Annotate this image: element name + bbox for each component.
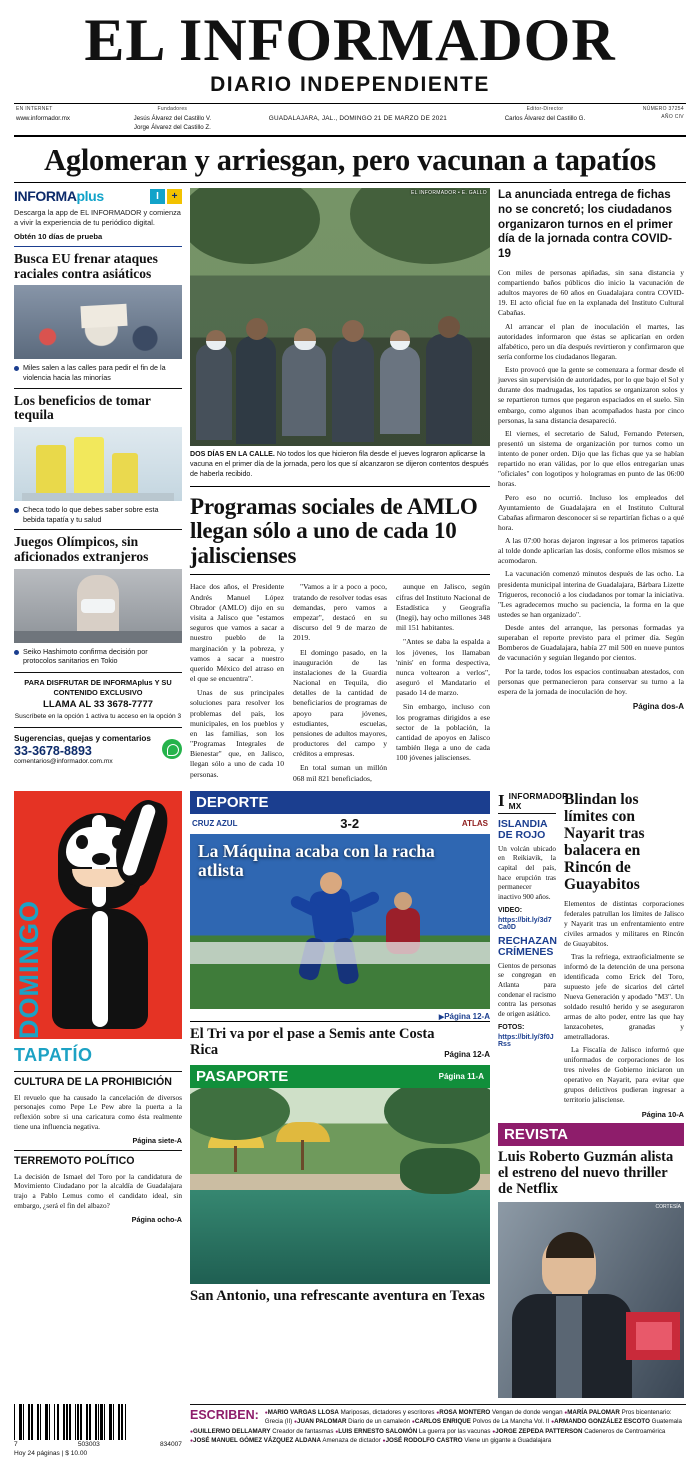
match-score: 3-2 [340,815,360,831]
writer-name: ARMANDO GONZÁLEZ ESCOTO [554,1418,650,1426]
pasaporte-label: PASAPORTE [196,1067,289,1085]
pasaporte-page-link[interactable]: Página 11-A [438,1071,484,1081]
divider [14,246,182,247]
promo-line-1: PARA DISFRUTAR DE INFORMAplus Y SU CONTENIDO EXCLUSIVO [24,678,172,697]
writer-entry[interactable] [436,1409,562,1416]
founder-1: Jesús Álvarez del Castillo V. [133,114,212,122]
deporte-subitem[interactable] [190,1022,490,1059]
para: Sin embargo, incluso con los programas dirigidos a ese sector de la población, la cantidad de apoyos en Jalisco también llega a uno de cada 100 jóvenes jaliscienses. [396,702,490,763]
newspaper-subtitle: DIARIO INDEPENDIENTE [210,73,490,97]
nayarit-story [564,791,684,1119]
writer-topic: Vengan de donde vengan [491,1408,563,1416]
pasaporte-headline[interactable]: San Antonio, una refrescante aventura en Texas [190,1287,485,1304]
scoreboard [190,814,490,834]
pasaporte-photo [190,1088,490,1284]
contact-email[interactable]: comentarios@informador.com.mx [14,757,113,765]
informaplus-logo-text: INFORMA [14,188,77,205]
writer-name: JORGE ZEPEDA PATTERSON [495,1427,583,1435]
deporte-headline[interactable]: La Máquina acaba con la racha atlista [198,840,435,880]
informaplus-description: Descarga la app de EL INFORMADOR y comienza a vivir la experiencia de tu periódico digital. [14,208,181,228]
barcode [14,1404,182,1440]
internet-label: EN INTERNET [16,106,53,113]
barcode-digit-mid: 503003 [77,1440,100,1448]
credits-issue [643,106,684,121]
writer-topic: Guatemala [651,1418,682,1426]
writer-name: MARÍA PALOMAR [567,1408,620,1416]
brief-photo [14,427,182,501]
divider [14,388,182,389]
imx-item-title[interactable]: RECHAZAN CRÍMENES [498,934,557,959]
revista-label: REVISTA [504,1125,568,1143]
writer-entry[interactable] [412,1418,550,1425]
director-label: Editor-Director [526,106,564,113]
masthead [14,7,686,97]
writer-topic: Pros bicentenario: Grecia (II) [264,1408,672,1426]
deporte-sub-headline: El Tri va por el pase a Semis ante Costa Rica [190,1025,435,1058]
masthead-credits [14,104,686,132]
newspaper-title: EL INFORMADOR [84,7,616,73]
credits-internet [16,106,70,123]
bottom-section [14,791,686,1398]
nayarit-headline[interactable]: Blindan los límites con Nayarit tras balacera en Rincón de Guayabitos [564,790,645,893]
imx-media-label: VIDEO: [498,906,523,914]
divider [14,1150,182,1151]
lead-body [498,268,684,697]
writer-topic: Cadeneros de Centroamérica [584,1427,666,1435]
center-column [190,188,490,783]
credits-place-date [269,106,447,124]
brief-caption: Seiko Hashimoto confirma decisión por protocolos sanitarios en Tokio [14,647,182,666]
barcode-digit-right: 834007 [159,1440,182,1448]
informador-mx-label: INFORMADOR MX [508,790,569,811]
imx-item-body: Un volcán ubicado en Reikiavik, la capital del país, hace erupción tras permanecer inactivo 900 años. [498,844,556,902]
credits-founders [134,106,212,132]
tapatio-section [14,1045,182,1224]
divider [14,529,182,530]
writers-block [190,1404,686,1446]
nayarit-page-link[interactable]: Página 10-A [641,1109,684,1119]
writer-name: ROSA MONTERO [439,1408,491,1416]
section-header-deporte[interactable] [190,791,490,814]
informaplus-badges [150,189,182,204]
team-away: ATLAS [461,818,488,828]
writer-name: JOSÉ RODOLFO CASTRO [385,1437,463,1445]
tapatio-item-link[interactable]: Página siete-A [132,1135,182,1145]
informaplus-logo [14,188,104,204]
caption-lead: DOS DÍAS EN LA CALLE. [190,450,275,459]
writer-entry[interactable] [383,1437,552,1444]
para: "Antes se daba la espalda a los jóvenes, los llamaban 'ninis' en forma despectiva, nunca voltearon a verlos", aseguró el Mandatario el pasado 14 de marzo. [396,637,490,698]
writer-topic: Creador de fantasmas [272,1427,334,1435]
main-photo-caption [190,450,490,479]
para: La Fiscalía de Jalisco informó que uniformados de corporaciones de los tres niveles de Gobierno iniciaron un operativo en Nayarit, para evitar que grupos delictivos pudieran ingresar a territorio jalisciense. [564,1044,684,1104]
informador-mx-column [498,790,569,1119]
deporte-label: DEPORTE [196,793,269,811]
founder-2: Jorge Álvarez del Castillo Z. [133,123,211,131]
divider [14,1071,182,1072]
writer-name: MARIO VARGAS LLOSA [267,1408,339,1416]
deporte-sub-link[interactable]: Página 12-A [444,1049,490,1059]
main-headline[interactable]: Aglomeran y arriesgan, pero vacunan a tapatíos [44,143,656,178]
internet-url[interactable]: www.informador.mx [16,114,70,122]
writer-topic: La guerra por las vacunas [418,1427,491,1435]
lead-page-link[interactable]: Página dos-A [632,701,684,711]
revista-headline[interactable]: Luis Roberto Guzmán alista el estreno del nuevo thriller de Netflix [498,1148,674,1197]
left-rail [14,188,182,783]
writer-entry[interactable] [551,1418,682,1425]
tapatio-brand: TAPATÍO [14,1044,93,1065]
brief-photo [14,569,182,643]
informaplus-badge-i: I [150,189,165,204]
writer-entry[interactable] [492,1428,665,1435]
place-date: GUADALAJARA, JAL., DOMINGO 21 DE MARZO DE 2021 [268,115,448,123]
contact-block[interactable] [14,734,182,765]
writer-name: GUILLERMO DELLAMARY [193,1427,271,1435]
para: Con miles de personas apiñadas, sin sana distancia y compartiendo baños públicos dio inicio la vacunación de adultos mayores de 60 años en Guadalajara contra COVID-19. El acto oficial fue en la explanada del Instituto Cultural Cabañas. [498,267,684,318]
brief-title: Los beneficios de tomar tequila [14,392,151,423]
para: El domingo pasado, en la inauguración de las instalaciones de la Guardia Nacional en Tequila, dio detalles de la cantidad de beneficiarios de programas de apoyo para jóvenes, estudiantes, escuelas, pensiones de adultos mayores, productores del campo y créditos a empresas. [293,647,387,759]
writer-entry[interactable] [190,1437,381,1444]
brief-caption: Checa todo lo que debes saber sobre esta bebida tapatía y tu salud [14,505,182,524]
lead-story-column [498,188,684,783]
informaplus-header[interactable] [14,188,182,204]
writer-entry[interactable] [190,1428,333,1435]
writer-topic: Viene un gigante a Guadalajara [464,1437,552,1445]
writer-topic: Diario de un camaleón [348,1418,411,1426]
director-name: Carlos Álvarez del Castillo G. [504,114,586,122]
para: Tras la refriega, extraoficialmente se informó de la detención de una persona identificada como Erick del Toro, supuesto jefe de sicarios del cártel Nueva Generación y apodado "M3". Un soldado resultó herido y se aseguraron armas de alto poder, entre las que hay lanzacohetes, granadas y ametralladoras. [564,951,684,1041]
barcode-digit-left: 7 [14,1440,18,1448]
informaplus-cta[interactable]: Obtén 10 días de prueba [14,232,103,242]
para: Unas de sus principales soluciones para resolver los problemas del país, los municipales, en los pueblos y en las familias, son los "Programas Integrales de Bienestar" que, en Jalisco, llegan sólo a uno de cada 10 personas. [190,688,284,779]
promo-phone: LLAMA AL 33 3678-7777 [42,699,154,711]
para: Desde antes del arranque, las personas formadas ya superaban el reporte previsto para el primer día. Según Bomberos de Guadalajara, había 27 mil 500 en nueve puntos de vacunación y seguían llegando por cientos. [498,623,684,663]
brief-caption: Miles salen a las calles para pedir el fin de la violencia hacia las minorías [14,363,182,382]
credits-director [505,106,585,123]
top-section [14,188,686,783]
domingo-label: DOMINGO [14,899,44,1039]
tapatio-item-title[interactable]: TERREMOTO POLÍTICO [14,1154,135,1167]
informador-mx-header[interactable] [498,790,569,814]
writer-topic: Amenaza de dictador [322,1437,381,1445]
writer-name: JOSÉ MANUEL GÓMEZ VÁZQUEZ ALDANA [193,1437,321,1445]
imx-link[interactable]: https://bit.ly/3d7Ca0D [498,916,552,931]
revista-photo-credit: CORTESÍA [655,1203,681,1210]
founders-label: Fundadores [157,106,188,113]
para: La vacunación comenzó minutos después de las ocho. La presidenta municipal interina de Guadalajara, Bárbara Lizette Trigueros, reconoció a los ciudadanos por tomar la iniciativa. "Les agradecemos mucho su paciencia, la forma en la que ustedes se han organizado". [498,569,684,619]
imx-item-body: Cientos de personas se congregan en Atlanta para condenar el racismo contra las personas de origen asiático. [498,961,556,1018]
writer-topic: Polvos de La Mancha Vol. II [472,1418,550,1426]
imx-link[interactable]: https://bit.ly/3f0JRss [498,1033,554,1048]
writer-name: LUIS ERNESTO SALOMÓN [338,1427,418,1435]
escriben-label: ESCRIBEN: [190,1407,259,1422]
para: En total suman un millón 068 mil 821 beneficiados, [293,763,387,783]
imx-item-title[interactable]: ISLANDIA DE ROJO [498,817,548,842]
promo-line-3: Suscríbete en la opción 1 activa tu acceso en la opción 3 [14,713,182,721]
divider [190,574,490,575]
para: Hace dos años, el Presidente Andrés Manuel López Obrador (AMLO) dijo en su visita a Jalisco que "estamos seguros que vamos a sacar a nuestro pueblo de la marginación y la pobreza, y vamos a sacar a nuestro querido México del atraso en el que se encuentra". [190,582,284,684]
writer-name: CARLOS ENRIQUE [414,1418,471,1426]
headline-rule [14,182,686,183]
price-label: Hoy 24 páginas | $ 10.00 [14,1449,88,1457]
divider [190,486,490,487]
lead-deck: La anunciada entrega de fichas no se concretó; los ciudadanos organizaron turnos en el primer día de la jornada contra COVID-19 [498,188,673,261]
informaplus-logo-plus: plus [76,188,104,205]
revista-photo [498,1202,684,1398]
writer-topic: Mariposas, dictadores y escritores [340,1408,435,1416]
section-header-pasaporte[interactable] [190,1065,490,1088]
right-bottom-column [498,791,684,1398]
tapatio-item-title[interactable]: CULTURA DE LA PROHIBICIÓN [14,1075,172,1088]
writer-entry[interactable] [335,1428,490,1435]
writer-entry[interactable] [265,1409,435,1416]
secondary-headline[interactable]: Programas sociales de AMLO llegan sólo a uno de cada 10 jaliscienses [190,493,478,568]
para: Por la tarde, todos los espacios continuaban atestados, con personas que permanecieron para conservar su turno a la espera de la jornada de inoculación de hoy. [498,666,684,696]
caption-text: No todos los que hicieron fila desde el jueves lograron aplicarse la vacuna en el primer día de la jornada, pero los que sí alcanzaron se dijeron contentos después de haberla recibido. [190,450,489,478]
tapatio-column [14,791,182,1398]
informador-i-icon: I [498,790,505,810]
brief-title: Juegos Olímpicos, sin aficionados extranjeros [14,534,149,565]
barcode-block [14,1404,182,1457]
imx-media-label: FOTOS: [498,1023,525,1031]
contact-title: Sugerencias, quejas y comentarios [14,733,151,743]
tapatio-item-body: El revuelo que ha causado la cancelación de diversos personajes como Pepe Le Pew abre la puerta a la reflexión sobre si una caricatura como ésta realmente tiene una influencia negativa. [14,1092,182,1131]
nayarit-body [564,899,684,1105]
tapatio-item-link[interactable]: Página ocho-A [131,1214,182,1224]
deporte-photo [190,834,490,1009]
para: El viernes, el secretario de Salud, Fernando Petersen, presentó un sistema de organización por turnos como un intento de poner orden. Dijo que las fichas que ya se habían repartido no eran válidas, por lo que ellos entregarían unas "oficiales" con logotipos y hologramas en punto de las 06:00 horas. [498,428,684,489]
brief-photo [14,285,182,359]
page-footer [14,1404,686,1457]
writer-entry[interactable] [294,1418,410,1425]
secondary-body [190,582,490,783]
contact-phone[interactable]: 33-3678-8893 [14,743,92,758]
mascot-illustration [14,791,182,1039]
brief-asian-attacks[interactable] [14,252,182,383]
writer-name: JUAN PALOMAR [297,1418,347,1426]
brief-title: Busca EU frenar ataques raciales contra asiáticos [14,251,158,281]
section-header-revista[interactable] [498,1123,684,1146]
para: Esto provocó que la gente se comenzara a formar desde el jueves sin supervisión de autoridades, por lo que bajo el Sol y durante dos madrugadas, los tapatíos se organizaron solos y se repartieron turnos que pegaron espaciados en el suelo. Sin embargo, como algunos iban acompañados hasta por cinco personas, la sana distancia desapareció. [498,365,684,425]
deporte-page-link[interactable]: ▶ Página 12-A [190,1012,490,1021]
imx-and-nayarit [498,791,684,1119]
team-home: CRUZ AZUL [192,818,238,828]
para: A las 07:00 horas dejaron ingresar a los primeros tapatíos al tolde donde aplicarían las dosis, conforme ellos mismos se acomodaron. [498,536,684,566]
main-photo [190,188,490,446]
informaplus-badge-plus: + [167,189,182,204]
writers-list [190,1408,686,1446]
brief-olympics[interactable] [14,535,182,666]
whatsapp-icon[interactable] [162,739,182,759]
sports-travel-column [190,791,490,1398]
para: Pero eso no ocurrió. Incluso los empleados del Ayuntamiento de Guadalajara en el Instituto Cultural Cabañas afirmaron desconocer si se repartirían fichas o a qué hora. [498,492,684,532]
brief-tequila[interactable] [14,394,182,525]
para: Elementos de distintas corporaciones federales patrullan los límites de Jalisco y Nayarit tras un enfrentamiento entre civiles armados y militares en Rincón de Guayabitos. [564,899,684,948]
issue-year: AÑO CIV [661,113,684,120]
photo-credit: EL INFORMADOR • E. GALLO [410,190,487,197]
issue-number: NÚMERO 37254 [642,106,684,113]
tapatio-item-body: La decisión de Ismael del Toro por la candidatura de Movimiento Ciudadano por la alcaldía de Guadalajara trajo a Pablo Lemus como el candidato ideal, sin embargo, ¿será el fin del albazo? [14,1171,182,1210]
para: Al arrancar el plan de inoculación el martes, las autoridades informaron que éstas se aplicarían en orden alfabético, pero un día después revirtieron y confirmaron que sería conforme los ciudadanos llegaran. [498,321,684,361]
subscription-promo[interactable] [14,672,182,728]
para: aunque en Jalisco, según cifras del Instituto Nacional de Estadística y Geografía (Inegi), hay ocho millones 348 mil 151 habitantes. [396,582,490,633]
barcode-digits [14,1441,182,1448]
para: "Vamos a ir a poco a poco, tratando de resolver todas esas demandas, pero vamos a empezar", destacó en su discurso del 9 de marzo de 2019. [293,582,387,643]
